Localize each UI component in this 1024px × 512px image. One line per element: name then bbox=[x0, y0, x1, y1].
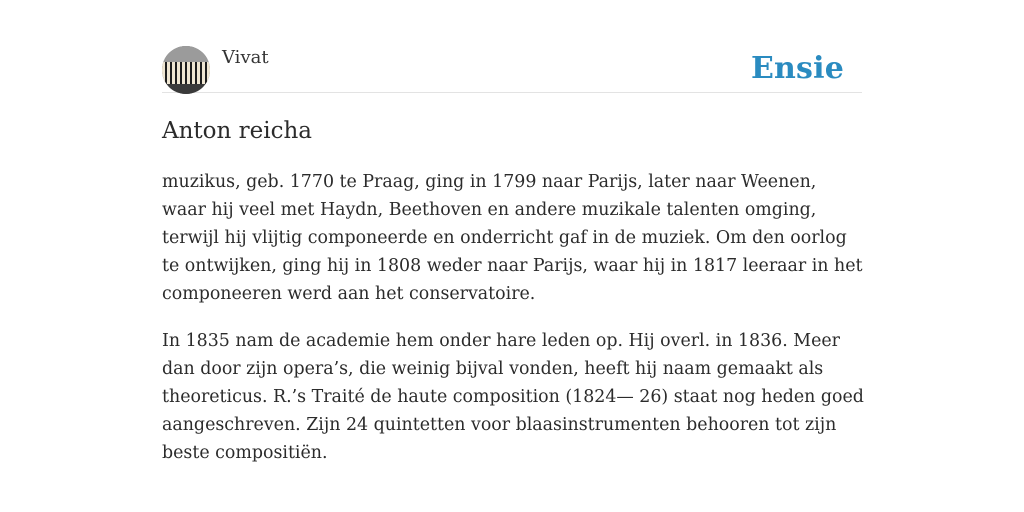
article-title: Anton reicha bbox=[162, 118, 313, 144]
author-name[interactable]: Vivat bbox=[222, 47, 269, 68]
brand-logo[interactable]: Ensie bbox=[750, 51, 844, 86]
header bbox=[162, 46, 862, 93]
article-paragraph: In 1835 nam de academie hem onder hare leden op. Hij overl. in 1836. Meer dan door zijn opera’s, die weinig bijval vonden, heeft hij naam gemaakt als theoreticus. R.’s Traité de haute composition (1824— 26) staat nog heden goed aangeschreven. Zijn 24 quintetten voor blaasinstrumenten behooren tot zijn beste compositiën. bbox=[162, 331, 864, 463]
article-body bbox=[162, 168, 864, 486]
avatar[interactable] bbox=[162, 46, 210, 94]
article-paragraph: muzikus, geb. 1770 te Praag, ging in 1799 naar Parijs, later naar Weenen, waar hij veel met Haydn, Beethoven en andere muzikale talenten omging, terwijl hij vlijtig componeerde en onderricht gaf in de muziek. Om den oorlog te ontwijken, ging hij in 1808 weder naar Parijs, waar hij in 1817 leeraar in het componeeren werd aan het conservatoire. bbox=[162, 172, 863, 304]
accordion-keyboard-icon bbox=[162, 46, 210, 94]
